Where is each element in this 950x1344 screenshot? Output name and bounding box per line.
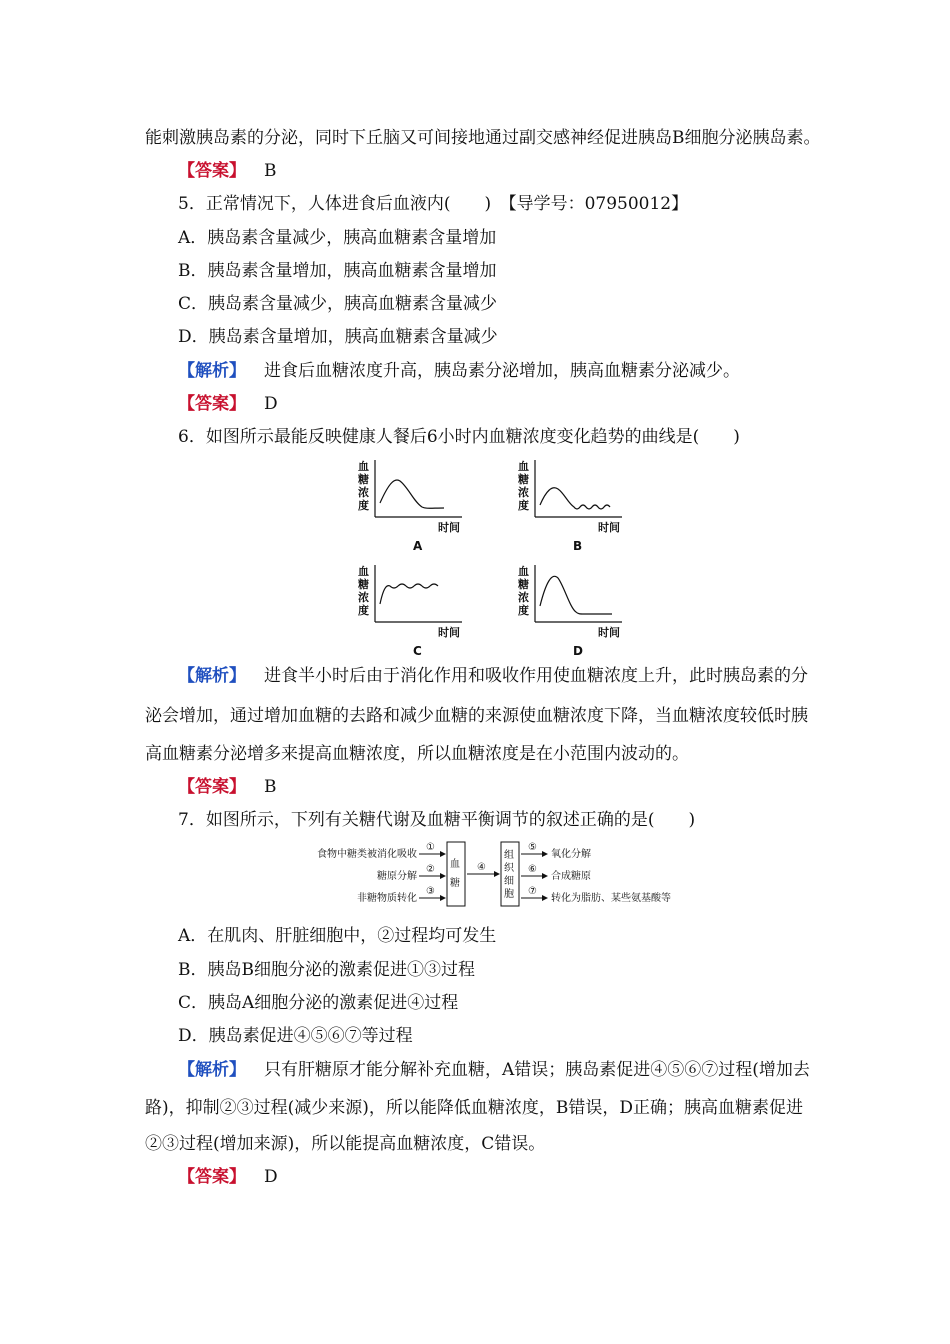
y-label-char: 血 (358, 460, 369, 473)
process-num: ② (426, 864, 435, 875)
y-label-char: 血 (518, 460, 529, 473)
x-label: 时间 (598, 626, 620, 639)
q6-analysis-1 (178, 666, 808, 686)
analysis-text: 进食半小时后由于消化作用和吸收作用使血糖浓度上升，此时胰岛素的分 (264, 666, 808, 686)
answer-tag: 【答案】 (178, 1167, 246, 1187)
process-num: ④ (477, 862, 486, 873)
q7-option-b: B．胰岛B细胞分泌的激素促进①③过程 (178, 960, 475, 980)
q7-stem: 7．如图所示，下列有关糖代谢及血糖平衡调节的叙述正确的是( ) (178, 810, 696, 830)
analysis-tag: 【解析】 (178, 666, 246, 686)
y-label-char: 度 (358, 604, 369, 617)
q4-answer (178, 161, 277, 181)
box-char: 织 (504, 863, 514, 874)
process-num: ① (426, 842, 435, 853)
q5-option-b: B．胰岛素含量增加，胰高血糖素含量增加 (178, 261, 497, 281)
y-label-char: 度 (518, 499, 529, 512)
answer-value: B (264, 161, 277, 181)
graph-caption: C (413, 644, 422, 655)
source-label: 非糖物质转化 (357, 893, 417, 904)
x-label: 时间 (438, 521, 460, 534)
y-label-char: 度 (358, 499, 369, 512)
box-char: 细 (504, 876, 514, 887)
intro-line: 能刺激胰岛素的分泌，同时下丘脑又可间接地通过副交感神经促进胰岛B细胞分泌胰岛素。 (145, 128, 821, 148)
x-label: 时间 (438, 626, 460, 639)
answer-tag: 【答案】 (178, 394, 246, 414)
box-char: 血 (450, 859, 460, 870)
answer-tag: 【答案】 (178, 161, 246, 181)
y-label-char: 糖 (518, 578, 529, 591)
q5-stem: 5．正常情况下，人体进食后血液内( ) 【导学号：07950012】 (178, 194, 689, 214)
graph-caption: D (573, 644, 583, 655)
source-label: 食物中糖类被消化吸收 (317, 849, 417, 860)
graph-caption: B (573, 539, 583, 553)
y-label-char: 度 (518, 604, 529, 617)
q7-analysis-1 (178, 1060, 810, 1080)
process-num: ⑥ (528, 864, 537, 875)
q6-figure (340, 455, 640, 655)
process-num: ⑦ (528, 886, 537, 897)
q7-analysis-2: 路)，抑制②③过程(减少来源)，所以能降低血糖浓度，B错误，D正确；胰高血糖素促进 (145, 1098, 804, 1118)
output-label: 转化为脂肪、某些氨基酸等 (551, 893, 671, 904)
y-label-char: 血 (358, 565, 369, 578)
analysis-tag: 【解析】 (178, 361, 246, 381)
x-label: 时间 (598, 521, 620, 534)
q5-option-d: D．胰岛素含量增加，胰高血糖素含量减少 (178, 327, 498, 347)
y-label-char: 糖 (358, 578, 369, 591)
curve (380, 584, 438, 604)
output-label: 合成糖原 (551, 871, 591, 882)
output-label: 氧化分解 (551, 849, 591, 860)
box-char: 组 (504, 850, 514, 861)
q6-analysis-2: 泌会增加，通过增加血糖的去路和减少血糖的来源使血糖浓度下降，当血糖浓度较低时胰 (145, 706, 808, 726)
graph-d (518, 564, 622, 655)
q7-option-a: A．在肌肉、肝脏细胞中，②过程均可发生 (178, 926, 497, 946)
answer-value: B (264, 777, 277, 797)
q5-option-c: C．胰岛素含量减少，胰高血糖素含量减少 (178, 294, 498, 314)
source-label: 糖原分解 (377, 871, 417, 882)
y-label-char: 糖 (518, 473, 529, 486)
process-num: ③ (426, 886, 435, 897)
process-num: ⑤ (528, 842, 537, 853)
graph-a (358, 459, 462, 553)
curve (540, 488, 610, 509)
q7-option-d: D．胰岛素促进④⑤⑥⑦等过程 (178, 1026, 413, 1046)
graph-b (518, 459, 622, 553)
box-char: 胞 (504, 889, 514, 900)
box-char: 糖 (450, 878, 460, 889)
y-label-char: 浓 (358, 591, 369, 604)
q6-answer (178, 777, 277, 797)
graph-c (358, 564, 462, 655)
q7-option-c: C．胰岛A细胞分泌的激素促进④过程 (178, 993, 459, 1013)
q5-answer (178, 394, 278, 414)
curve (380, 480, 444, 508)
analysis-tag: 【解析】 (178, 1060, 246, 1080)
y-label-char: 浓 (518, 591, 529, 604)
curve (540, 576, 612, 614)
q5-option-a: A．胰岛素含量减少，胰高血糖素含量增加 (178, 228, 497, 248)
q7-flow-diagram (295, 838, 695, 914)
graph-caption: A (413, 539, 423, 553)
q6-analysis-3: 高血糖素分泌增多来提高血糖浓度，所以血糖浓度是在小范围内波动的。 (145, 744, 689, 764)
analysis-text: 进食后血糖浓度升高，胰岛素分泌增加，胰高血糖素分泌减少。 (264, 361, 740, 381)
y-label-char: 浓 (358, 486, 369, 499)
y-label-char: 血 (518, 565, 529, 578)
q6-stem: 6．如图所示最能反映健康人餐后6小时内血糖浓度变化趋势的曲线是( ) (178, 427, 740, 447)
y-label-char: 糖 (358, 473, 369, 486)
q7-answer (178, 1167, 278, 1187)
answer-tag: 【答案】 (178, 777, 246, 797)
answer-value: D (264, 394, 278, 414)
analysis-text: 只有肝糖原才能分解补充血糖，A错误；胰岛素促进④⑤⑥⑦过程(增加去 (264, 1060, 810, 1080)
q5-analysis (178, 361, 740, 381)
answer-value: D (264, 1167, 278, 1187)
y-label-char: 浓 (518, 486, 529, 499)
q7-analysis-3: ②③过程(增加来源)，所以能提高血糖浓度，C错误。 (145, 1134, 546, 1154)
blood-glucose-box (447, 842, 465, 906)
